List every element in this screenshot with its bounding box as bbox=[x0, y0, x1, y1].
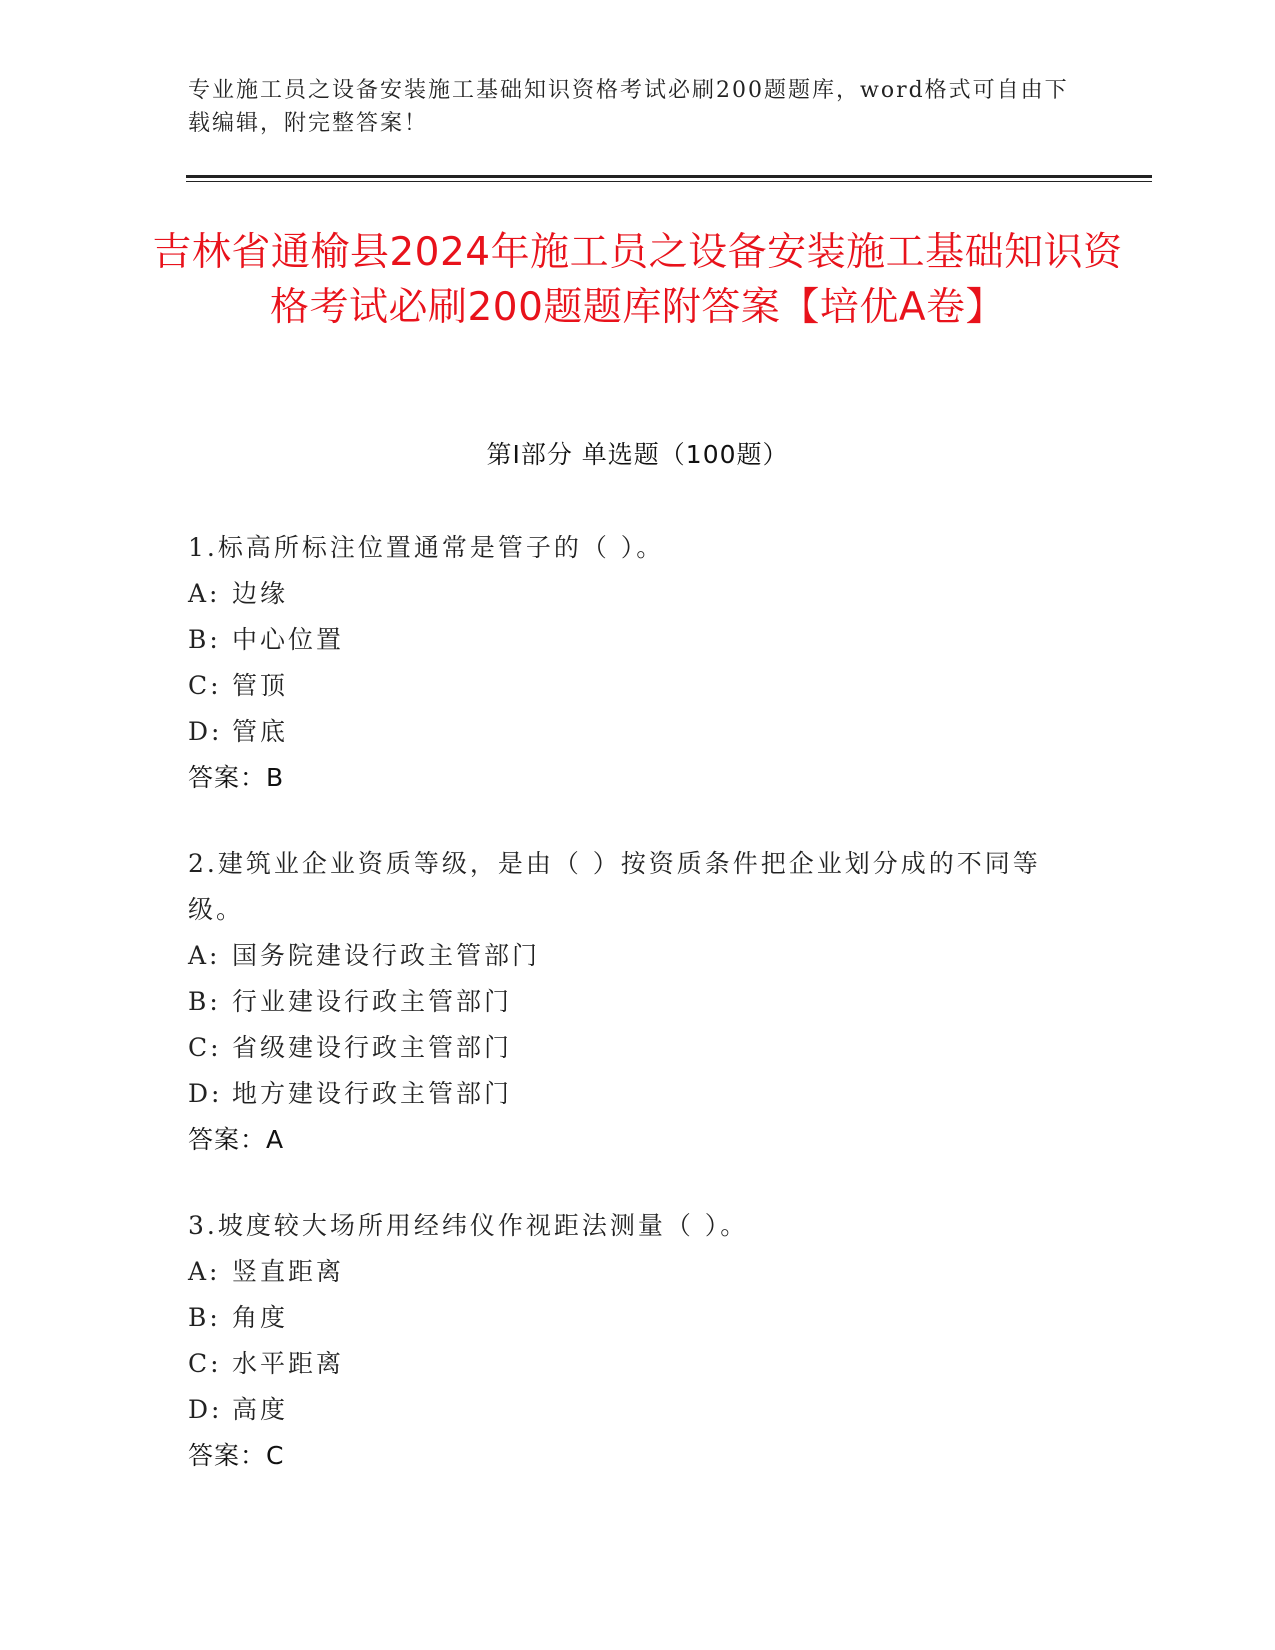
option-text: 国务院建设行政主管部门 bbox=[232, 941, 541, 970]
answer: 答案：A bbox=[188, 1125, 285, 1154]
answer: 答案：B bbox=[188, 763, 285, 792]
question-1 bbox=[188, 525, 1088, 801]
option-letter: A: bbox=[188, 1257, 221, 1286]
option-c bbox=[188, 1025, 1088, 1071]
header-note: 专业施工员之设备安装施工基础知识资格考试必刷200题题库，word格式可自由下载编辑，附完整答案！ bbox=[188, 78, 1069, 136]
option-c bbox=[188, 663, 1088, 709]
question-stem: 3.坡度较大场所用经纬仪作视距法测量（ ）。 bbox=[188, 1211, 749, 1240]
option-text: 水平距离 bbox=[232, 1349, 345, 1378]
question-2 bbox=[188, 841, 1088, 1163]
option-letter: C: bbox=[188, 671, 222, 700]
option-text: 管底 bbox=[232, 717, 289, 746]
document-title: 吉林省通榆县2024年施工员之设备安装施工基础知识资格考试必刷200题题库附答案【培优A卷】 bbox=[152, 230, 1123, 330]
header-rule-thin bbox=[186, 181, 1152, 182]
option-letter: B: bbox=[188, 987, 221, 1016]
header-rule-thick bbox=[186, 175, 1152, 178]
option-text: 地方建设行政主管部门 bbox=[232, 1079, 513, 1108]
option-a bbox=[188, 571, 1088, 617]
option-c bbox=[188, 1341, 1088, 1387]
option-letter: C: bbox=[188, 1033, 222, 1062]
option-d bbox=[188, 1387, 1088, 1433]
option-letter: A: bbox=[188, 579, 221, 608]
option-d bbox=[188, 709, 1088, 755]
option-letter: D: bbox=[188, 1079, 223, 1108]
section-title: 第Ⅰ部分 单选题（100题） bbox=[486, 440, 789, 469]
option-text: 管顶 bbox=[232, 671, 289, 700]
option-letter: D: bbox=[188, 1395, 223, 1424]
option-text: 行业建设行政主管部门 bbox=[232, 987, 513, 1016]
option-b bbox=[188, 979, 1088, 1025]
option-b bbox=[188, 1295, 1088, 1341]
option-letter: B: bbox=[188, 625, 221, 654]
option-text: 高度 bbox=[232, 1395, 289, 1424]
option-letter: C: bbox=[188, 1349, 222, 1378]
option-letter: D: bbox=[188, 717, 223, 746]
option-text: 省级建设行政主管部门 bbox=[232, 1033, 513, 1062]
option-text: 竖直距离 bbox=[232, 1257, 345, 1286]
answer: 答案：C bbox=[188, 1441, 285, 1470]
question-3 bbox=[188, 1203, 1088, 1479]
option-d bbox=[188, 1071, 1088, 1117]
option-b bbox=[188, 617, 1088, 663]
option-letter: A: bbox=[188, 941, 221, 970]
option-a bbox=[188, 1249, 1088, 1295]
question-stem: 2.建筑业企业资质等级，是由（ ）按资质条件把企业划分成的不同等级。 bbox=[188, 849, 1041, 924]
option-a bbox=[188, 933, 1088, 979]
option-text: 角度 bbox=[232, 1303, 289, 1332]
question-list bbox=[188, 525, 1088, 1519]
option-letter: B: bbox=[188, 1303, 221, 1332]
question-stem: 1.标高所标注位置通常是管子的（ ）。 bbox=[188, 533, 665, 562]
option-text: 边缘 bbox=[232, 579, 289, 608]
option-text: 中心位置 bbox=[232, 625, 345, 654]
